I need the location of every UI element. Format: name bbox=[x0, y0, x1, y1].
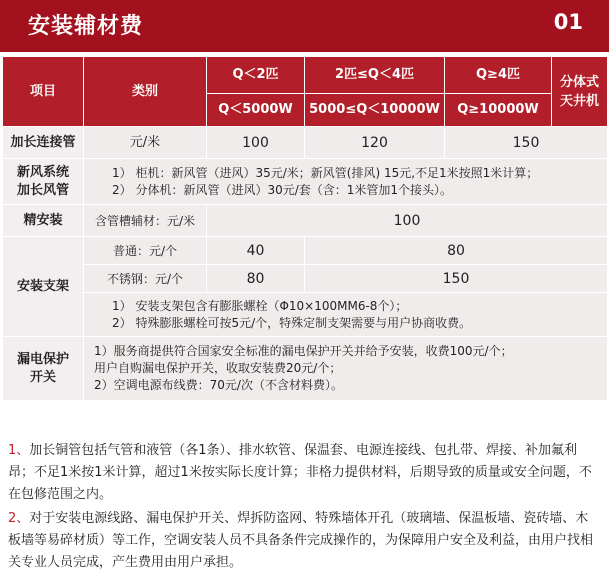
row-label-leakage: 漏电保护 开关 bbox=[3, 337, 84, 401]
header-q3-bottom: Q≥10000W bbox=[445, 94, 552, 127]
footer-note-2-number: 2、 bbox=[8, 511, 30, 526]
fresh-air-notes bbox=[84, 159, 608, 205]
page-header bbox=[0, 0, 609, 52]
fine-install-value: 100 bbox=[207, 205, 608, 237]
fine-install-sub: 含管槽辅材：元/米 bbox=[84, 205, 207, 237]
row-label-fresh-air: 新风系统 加长风管 bbox=[3, 159, 84, 205]
footer-note-2-text: 对于安装电源线路、漏电保护开关、焊拆防盗网、特殊墙体开孔（玻璃墙、保温板墙、瓷砖墙、木板墙等易碎材质）等工作，空调安装人员不具备条件完成操作的，为保障用户安全及利益，由用户找相关专业人员完成，产生费用由用户承担。 bbox=[8, 511, 594, 570]
footer-note-2 bbox=[8, 508, 601, 574]
bracket-normal-value-2: 80 bbox=[305, 237, 608, 265]
pipe-unit: 元/米 bbox=[84, 127, 207, 159]
footer-note-1-text: 加长铜管包括气管和液管（各1条）、排水软管、保温套、电源连接线、包扎带、焊接、补加氟利昂；不足1米按1米计算，超过1米按实际长度计算；非格力提供材料，后期导致的质量或安全问题，不在包修范围之内。 bbox=[8, 443, 592, 502]
bracket-notes bbox=[84, 293, 608, 337]
section-number: 01 bbox=[553, 10, 583, 34]
bracket-normal-label: 普通：元/个 bbox=[84, 237, 207, 265]
pipe-value-q2: 120 bbox=[305, 127, 445, 159]
header-q1-bottom: Q＜5000W bbox=[207, 94, 305, 127]
header-item: 项目 bbox=[3, 57, 84, 127]
bracket-steel-value-2: 150 bbox=[305, 265, 608, 293]
fresh-air-line-1: 1） 柜机：新风管（进风）35元/米；新风管(排风) 15元,不足1米按照1米计算； bbox=[112, 165, 539, 180]
bracket-steel-label: 不锈钢：元/个 bbox=[84, 265, 207, 293]
row-label-pipe: 加长连接管 bbox=[3, 127, 84, 159]
leakage-line-1: 1）服务商提供符合国家安全标准的漏电保护开关并给予安装，收费100元/个； bbox=[94, 344, 513, 358]
header-q1-top: Q＜2匹 bbox=[207, 57, 305, 94]
pipe-value-q3: 150 bbox=[445, 127, 608, 159]
leakage-notes bbox=[84, 337, 608, 401]
bracket-steel-value-1: 80 bbox=[207, 265, 305, 293]
page-title: 安装辅材费 bbox=[28, 14, 144, 39]
header-q2-bottom: 5000≤Q＜10000W bbox=[305, 94, 445, 127]
header-q2-top: 2匹≤Q＜4匹 bbox=[305, 57, 445, 94]
header-q3-top: Q≥4匹 bbox=[445, 57, 552, 94]
row-label-fine-install: 精安装 bbox=[3, 205, 84, 237]
footer-notes bbox=[0, 440, 609, 584]
row-label-bracket: 安装支架 bbox=[3, 237, 84, 337]
bracket-note-1: 1） 安装支架包含有膨胀螺栓（Φ10×100MM6-8个）； bbox=[112, 298, 408, 313]
fresh-air-line-2: 2） 分体机：新风管（进风）30元/套（含：1米管加1个接头）。 bbox=[112, 182, 453, 197]
fee-table bbox=[2, 56, 608, 401]
footer-note-1-number: 1、 bbox=[8, 443, 30, 458]
header-category: 类别 bbox=[84, 57, 207, 127]
bracket-normal-value-1: 40 bbox=[207, 237, 305, 265]
header-split-type: 分体式 天井机 bbox=[552, 57, 608, 127]
leakage-line-2: 用户自购漏电保护开关，收取安装费20元/个； bbox=[94, 361, 342, 375]
pipe-value-q1: 100 bbox=[207, 127, 305, 159]
leakage-line-3: 2）空调电源布线费：70元/次（不含材料费）。 bbox=[94, 378, 343, 392]
bracket-note-2: 2） 特殊膨胀螺栓可按5元/个，特殊定制支架需要与用户协商收费。 bbox=[112, 315, 472, 330]
footer-note-1 bbox=[8, 440, 601, 506]
